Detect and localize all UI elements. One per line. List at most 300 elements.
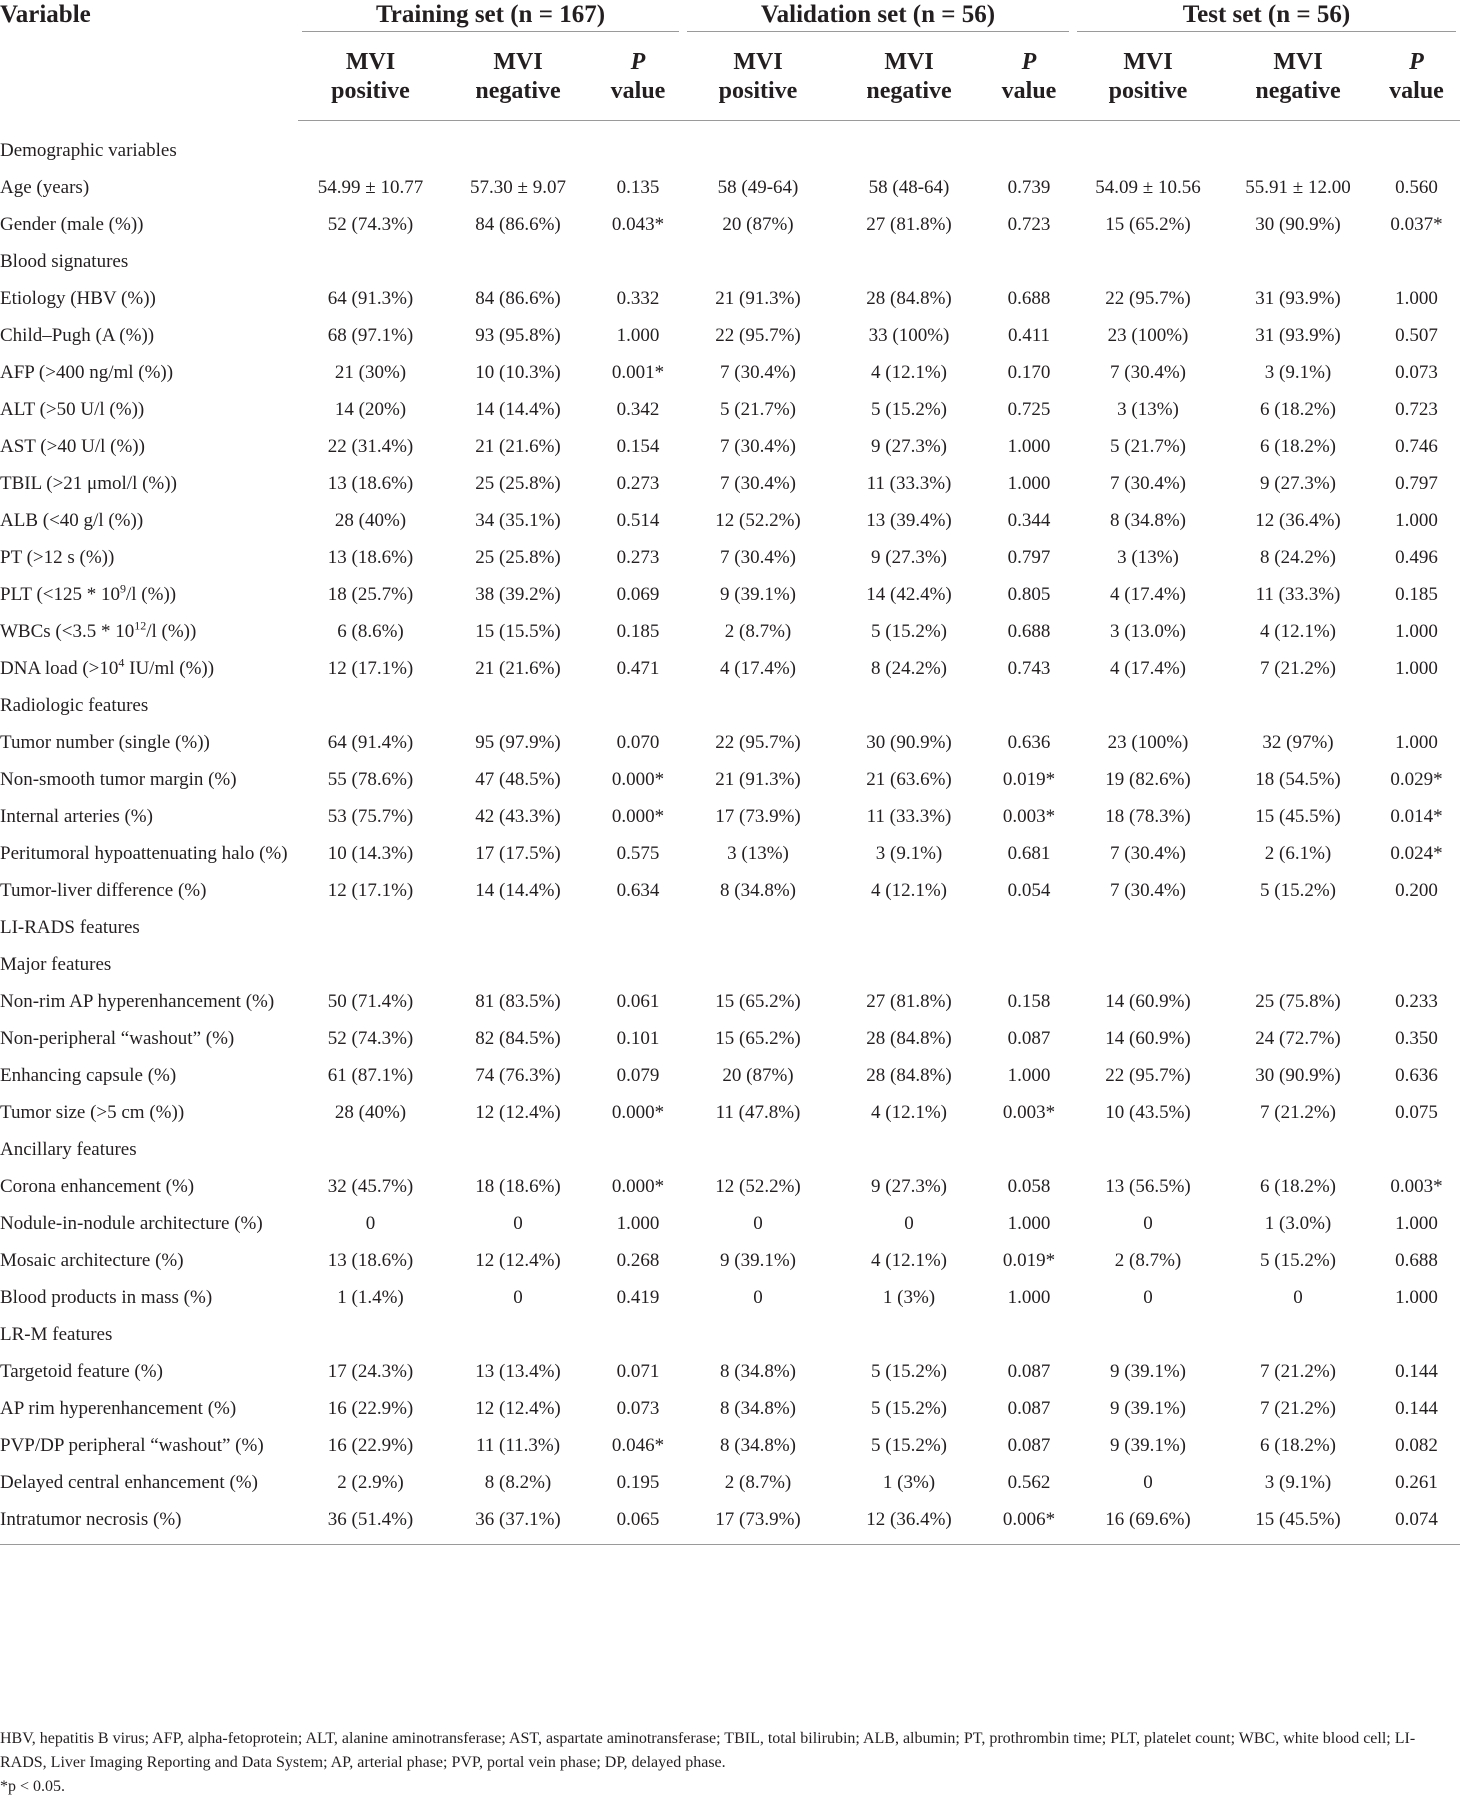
subheader-pos: MVI positive bbox=[683, 32, 833, 121]
subheader-p: P value bbox=[1373, 32, 1460, 121]
group-header-training: Training set (n = 167) bbox=[298, 0, 683, 32]
p-value-cell: 1.000 bbox=[1007, 1065, 1051, 1086]
p-value-cell: 0.562 bbox=[1007, 1472, 1051, 1493]
value-cell: 3 (9.1%) bbox=[1264, 362, 1332, 383]
value-cell: 13 (56.5%) bbox=[1105, 1176, 1191, 1197]
value-cell: 11 (33.3%) bbox=[866, 806, 952, 827]
value-cell: 1 (1.4%) bbox=[337, 1287, 404, 1308]
p-value-cell: 0.342 bbox=[616, 399, 660, 420]
p-value-cell: 0.087 bbox=[1007, 1398, 1051, 1419]
subheader-p: P value bbox=[985, 32, 1073, 121]
value-cell: 34 (35.1%) bbox=[475, 510, 561, 531]
section-row bbox=[0, 689, 1460, 726]
value-cell: 10 (43.5%) bbox=[1105, 1102, 1191, 1123]
row-label: AP rim hyperenhancement (%) bbox=[0, 1398, 237, 1419]
p-value-cell: 0.688 bbox=[1395, 1250, 1438, 1271]
value-cell: 0 bbox=[1143, 1287, 1153, 1308]
p-value-cell: 0.411 bbox=[1007, 325, 1051, 346]
row-label: Tumor size (>5 cm (%)) bbox=[0, 1102, 185, 1123]
value-cell: 12 (17.1%) bbox=[327, 658, 414, 679]
section-label: Blood signatures bbox=[0, 251, 129, 272]
footnote-significance: *p < 0.05. bbox=[0, 1778, 66, 1795]
p-value-cell: 0.268 bbox=[616, 1250, 660, 1271]
value-cell: 6 (8.6%) bbox=[337, 621, 404, 642]
value-cell: 0 bbox=[365, 1213, 376, 1234]
row-label: PVP/DP peripheral “washout” (%) bbox=[0, 1435, 264, 1456]
value-cell: 21 (91.3%) bbox=[715, 769, 801, 790]
p-value-cell: 0.185 bbox=[1395, 584, 1438, 605]
row-label: Internal arteries (%) bbox=[0, 806, 153, 827]
value-cell: 0 bbox=[513, 1287, 523, 1308]
p-value-cell: 0.019* bbox=[1002, 1250, 1056, 1271]
p-value-cell: 0.073 bbox=[1395, 362, 1438, 383]
value-cell: 5 (21.7%) bbox=[1110, 436, 1186, 457]
value-cell: 4 (12.1%) bbox=[871, 880, 947, 901]
table-row bbox=[0, 171, 1460, 208]
section-row bbox=[0, 1133, 1460, 1170]
value-cell: 33 (100%) bbox=[868, 325, 950, 346]
section-row bbox=[0, 121, 1460, 172]
p-value-cell: 1.000 bbox=[1395, 1287, 1438, 1308]
value-cell: 57.30 ± 9.07 bbox=[470, 177, 566, 198]
value-cell: 84 (86.6%) bbox=[475, 214, 561, 235]
table-row bbox=[0, 208, 1460, 245]
value-cell: 17 (73.9%) bbox=[683, 1503, 833, 1545]
value-cell: 24 (72.7%) bbox=[1255, 1028, 1341, 1049]
row-label: Gender (male (%)) bbox=[0, 214, 144, 235]
subheader-p: P value bbox=[593, 32, 683, 121]
value-cell: 13 (18.6%) bbox=[327, 1250, 414, 1271]
table-row bbox=[0, 726, 1460, 763]
p-value-cell: 0.746 bbox=[1395, 436, 1438, 457]
p-value-cell: 0.560 bbox=[1395, 177, 1438, 198]
value-cell: 28 (84.8%) bbox=[866, 288, 952, 309]
value-cell: 13 (13.4%) bbox=[475, 1361, 561, 1382]
variable-header: Variable bbox=[0, 1, 91, 28]
value-cell: 82 (84.5%) bbox=[475, 1028, 561, 1049]
value-cell: 18 (54.5%) bbox=[1255, 769, 1341, 790]
value-cell: 8 (34.8%) bbox=[1110, 510, 1186, 531]
p-value-cell: 0.046* bbox=[611, 1435, 665, 1456]
value-cell: 27 (81.8%) bbox=[866, 991, 952, 1012]
p-value-cell: 0.000* bbox=[611, 1176, 665, 1197]
p-value-cell: 0.507 bbox=[1395, 325, 1438, 346]
value-cell: 1 (3%) bbox=[882, 1287, 936, 1308]
value-cell: 64 (91.3%) bbox=[327, 288, 414, 309]
value-cell: 32 (97%) bbox=[1262, 732, 1334, 753]
p-value-cell: 0.014* bbox=[1390, 806, 1443, 827]
value-cell: 12 (36.4%) bbox=[1255, 510, 1341, 531]
section-row bbox=[0, 948, 1460, 985]
p-value-cell: 0.496 bbox=[1395, 547, 1438, 568]
p-value-cell: 0.514 bbox=[616, 510, 660, 531]
p-value-cell: 0.101 bbox=[616, 1028, 660, 1049]
value-cell: 7 (21.2%) bbox=[1260, 1361, 1336, 1382]
value-cell: 30 (90.9%) bbox=[1255, 1065, 1341, 1086]
value-cell: 5 (15.2%) bbox=[871, 621, 947, 642]
table-row bbox=[0, 1281, 1460, 1318]
p-value-cell: 1.000 bbox=[1395, 621, 1438, 642]
value-cell: 7 (21.2%) bbox=[1260, 658, 1336, 679]
value-cell: 36 (51.4%) bbox=[298, 1503, 443, 1545]
p-value-cell: 0.636 bbox=[1395, 1065, 1438, 1086]
value-cell: 9 (39.1%) bbox=[1110, 1398, 1186, 1419]
p-value-cell: 0.233 bbox=[1395, 991, 1438, 1012]
value-cell: 2 (8.7%) bbox=[1114, 1250, 1182, 1271]
p-value-cell: 0.000* bbox=[611, 806, 665, 827]
table-row bbox=[0, 1392, 1460, 1429]
value-cell: 16 (22.9%) bbox=[327, 1398, 414, 1419]
value-cell: 55 (78.6%) bbox=[327, 769, 414, 790]
row-label: PLT ($<125 * 10^9/l$ (%)) bbox=[0, 581, 177, 605]
p-value-cell: 0.185 bbox=[616, 621, 660, 642]
value-cell: 18 (78.3%) bbox=[1105, 806, 1191, 827]
value-cell: 0 bbox=[753, 1213, 763, 1234]
value-cell: 8 (34.8%) bbox=[720, 1398, 796, 1419]
value-cell: 3 (13%) bbox=[1117, 547, 1179, 568]
p-value-cell: 0.419 bbox=[616, 1287, 660, 1308]
value-cell: 28 (40%) bbox=[334, 1102, 407, 1123]
p-value-cell: 0.739 bbox=[1007, 177, 1051, 198]
value-cell: 52 (74.3%) bbox=[327, 1028, 414, 1049]
p-value-cell: 0.058 bbox=[1007, 1176, 1051, 1197]
value-cell: 2 (8.7%) bbox=[724, 621, 792, 642]
value-cell: 50 (71.4%) bbox=[327, 991, 414, 1012]
table-row bbox=[0, 874, 1460, 911]
value-cell: 21 (30%) bbox=[334, 362, 407, 383]
value-cell: 8 (8.2%) bbox=[484, 1472, 552, 1493]
value-cell: 12 (12.4%) bbox=[475, 1102, 561, 1123]
value-cell: 21 (63.6%) bbox=[866, 769, 952, 790]
value-cell: 7 (30.4%) bbox=[1110, 362, 1186, 383]
value-cell: 22 (95.7%) bbox=[1105, 1065, 1191, 1086]
value-cell: 21 (91.3%) bbox=[715, 288, 801, 309]
value-cell: 21 (21.6%) bbox=[475, 658, 561, 679]
value-cell: 58 (49-64) bbox=[717, 177, 799, 198]
p-value-cell: 0.144 bbox=[1395, 1398, 1438, 1419]
value-cell: 13 (18.6%) bbox=[327, 547, 414, 568]
table-row bbox=[0, 319, 1460, 356]
table-row bbox=[0, 1059, 1460, 1096]
row-label: ALT (>50 U/l (%)) bbox=[0, 399, 145, 420]
value-cell: 20 (87%) bbox=[722, 214, 794, 235]
value-cell: 64 (91.4%) bbox=[327, 732, 414, 753]
value-cell: 17 (17.5%) bbox=[475, 843, 561, 864]
footnote-abbreviations: HBV, hepatitis B virus; AFP, alpha-fetoprotein; ALT, alanine aminotransferase; AST, aspartate aminotransferase; TBIL, total bilirubin; ALB, albumin; PT, prothrombin time; PLT, platelet count; WBC, white blood cell; LI-RADS, Liver Imaging Reporting and Data System; AP, arterial phase; PVP, portal vein phase; DP, delayed phase. bbox=[0, 1730, 1416, 1771]
value-cell: 6 (18.2%) bbox=[1260, 1176, 1336, 1197]
value-cell: 7 (30.4%) bbox=[720, 547, 796, 568]
table-row bbox=[0, 763, 1460, 800]
row-label: Delayed central enhancement (%) bbox=[0, 1472, 258, 1493]
p-value-cell: 0.069 bbox=[616, 584, 660, 605]
value-cell: 7 (21.2%) bbox=[1260, 1102, 1336, 1123]
value-cell: 5 (15.2%) bbox=[871, 399, 947, 420]
section-row bbox=[0, 245, 1460, 282]
value-cell: 5 (15.2%) bbox=[871, 1361, 947, 1382]
table-row bbox=[0, 1429, 1460, 1466]
value-cell: 31 (93.9%) bbox=[1255, 325, 1341, 346]
value-cell: 9 (27.3%) bbox=[871, 1176, 947, 1197]
row-label: Non-peripheral “washout” (%) bbox=[0, 1028, 235, 1049]
p-value-cell: 0.636 bbox=[1007, 732, 1051, 753]
value-cell: 3 (9.1%) bbox=[1264, 1472, 1332, 1493]
value-cell: 14 (20%) bbox=[334, 399, 407, 420]
value-cell: 23 (100%) bbox=[1107, 732, 1189, 753]
p-value-cell: 1.000 bbox=[1395, 510, 1438, 531]
value-cell: 15 (45.5%) bbox=[1223, 1503, 1373, 1545]
value-cell: 7 (30.4%) bbox=[720, 436, 796, 457]
section-label: Major features bbox=[0, 954, 112, 975]
p-value-cell: 0.135 bbox=[616, 177, 660, 198]
value-cell: 12 (52.2%) bbox=[715, 510, 801, 531]
row-label: Targetoid feature (%) bbox=[0, 1361, 163, 1382]
p-value-cell: 0.000* bbox=[611, 769, 665, 790]
value-cell: 12 (17.1%) bbox=[327, 880, 414, 901]
subheader-neg: MVI negative bbox=[443, 32, 593, 121]
value-cell: 12 (52.2%) bbox=[715, 1176, 801, 1197]
value-cell: 4 (12.1%) bbox=[871, 1250, 947, 1271]
p-value-cell: 0.003* bbox=[1002, 1102, 1056, 1123]
value-cell: 7 (30.4%) bbox=[1110, 473, 1186, 494]
value-cell: 7 (30.4%) bbox=[720, 473, 796, 494]
value-cell: 14 (14.4%) bbox=[475, 880, 561, 901]
value-cell: 2 (8.7%) bbox=[724, 1472, 792, 1493]
value-cell: 6 (18.2%) bbox=[1260, 399, 1336, 420]
section-label: LI-RADS features bbox=[0, 917, 140, 938]
value-cell: 4 (12.1%) bbox=[871, 362, 947, 383]
p-value-cell: 0.000* bbox=[611, 1102, 665, 1123]
value-cell: 15 (45.5%) bbox=[1255, 806, 1341, 827]
table-row bbox=[0, 985, 1460, 1022]
value-cell: 5 (21.7%) bbox=[720, 399, 796, 420]
table-row bbox=[0, 1096, 1460, 1133]
value-cell: 4 (17.4%) bbox=[1110, 658, 1186, 679]
value-cell: 27 (81.8%) bbox=[866, 214, 952, 235]
p-value-cell: 0.061 bbox=[616, 991, 660, 1012]
value-cell: 93 (95.8%) bbox=[475, 325, 561, 346]
value-cell: 0 bbox=[753, 1287, 763, 1308]
p-value-cell: 0.723 bbox=[1395, 399, 1438, 420]
value-cell: 5 (15.2%) bbox=[871, 1435, 947, 1456]
section-row bbox=[0, 911, 1460, 948]
row-label: Non-rim AP hyperenhancement (%) bbox=[0, 991, 275, 1012]
p-value-cell: 1.000 bbox=[1007, 1213, 1051, 1234]
p-value-cell: 0.170 bbox=[1007, 362, 1051, 383]
p-value-cell: 0.273 bbox=[616, 547, 660, 568]
value-cell: 28 (84.8%) bbox=[866, 1028, 952, 1049]
value-cell: 9 (39.1%) bbox=[720, 1250, 796, 1271]
value-cell: 3 (13%) bbox=[1117, 399, 1179, 420]
p-value-cell: 0.273 bbox=[616, 473, 660, 494]
value-cell: 95 (97.9%) bbox=[475, 732, 561, 753]
value-cell: 8 (34.8%) bbox=[720, 880, 796, 901]
value-cell: 32 (45.7%) bbox=[327, 1176, 414, 1197]
value-cell: 19 (82.6%) bbox=[1105, 769, 1191, 790]
p-value-cell: 1.000 bbox=[1007, 436, 1051, 457]
value-cell: 20 (87%) bbox=[722, 1065, 794, 1086]
p-value-cell: 1.000 bbox=[1007, 473, 1051, 494]
row-label: DNA load ($>10^4$ IU/ml (%)) bbox=[0, 655, 215, 679]
value-cell: 30 (90.9%) bbox=[1255, 214, 1341, 235]
value-cell: 7 (21.2%) bbox=[1260, 1398, 1336, 1419]
value-cell: 12 (12.4%) bbox=[475, 1250, 561, 1271]
row-label: Tumor-liver difference (%) bbox=[0, 880, 207, 901]
table-row bbox=[0, 1022, 1460, 1059]
value-cell: 14 (60.9%) bbox=[1105, 1028, 1191, 1049]
p-value-cell: 0.681 bbox=[1007, 843, 1051, 864]
p-value-cell: 0.154 bbox=[616, 436, 660, 457]
p-value-cell: 0.037* bbox=[1390, 214, 1443, 235]
p-value-cell: 0.158 bbox=[1007, 991, 1051, 1012]
value-cell: 0 bbox=[513, 1213, 523, 1234]
table-row bbox=[0, 504, 1460, 541]
value-cell: 55.91 ± 12.00 bbox=[1245, 177, 1351, 198]
table-row bbox=[0, 837, 1460, 874]
value-cell: 7 (30.4%) bbox=[1110, 843, 1186, 864]
row-label: Intratumor necrosis (%) bbox=[0, 1503, 298, 1545]
value-cell: 0 bbox=[1143, 1472, 1153, 1493]
row-label: Mosaic architecture (%) bbox=[0, 1250, 184, 1271]
value-cell: 0 bbox=[1143, 1213, 1153, 1234]
p-value-cell: 0.805 bbox=[1007, 584, 1051, 605]
value-cell: 15 (15.5%) bbox=[475, 621, 561, 642]
value-cell: 0 bbox=[1293, 1287, 1303, 1308]
table-row bbox=[0, 1466, 1460, 1503]
row-label: Etiology (HBV (%)) bbox=[0, 288, 156, 309]
table-row bbox=[0, 1170, 1460, 1207]
row-label: Peritumoral hypoattenuating halo (%) bbox=[0, 843, 288, 864]
value-cell: 6 (18.2%) bbox=[1260, 436, 1336, 457]
value-cell: 9 (27.3%) bbox=[871, 547, 947, 568]
value-cell: 11 (33.3%) bbox=[866, 473, 952, 494]
row-label: Non-smooth tumor margin (%) bbox=[0, 769, 237, 790]
value-cell: 2 (6.1%) bbox=[1264, 843, 1332, 864]
p-value-cell: 0.261 bbox=[1395, 1472, 1438, 1493]
p-value-cell: 0.003* bbox=[1390, 1176, 1443, 1197]
p-value-cell: 0.634 bbox=[616, 880, 660, 901]
value-cell: 11 (33.3%) bbox=[1255, 584, 1341, 605]
p-value-cell: 0.073 bbox=[616, 1398, 660, 1419]
p-value-cell: 0.087 bbox=[1007, 1361, 1051, 1382]
value-cell: 9 (27.3%) bbox=[1260, 473, 1336, 494]
p-value-cell: 0.144 bbox=[1395, 1361, 1438, 1382]
value-cell: 9 (39.1%) bbox=[1110, 1435, 1186, 1456]
value-cell: 74 (76.3%) bbox=[475, 1065, 561, 1086]
value-cell: 13 (39.4%) bbox=[866, 510, 952, 531]
value-cell: 15 (65.2%) bbox=[715, 1028, 801, 1049]
value-cell: 22 (95.7%) bbox=[1105, 288, 1191, 309]
value-cell: 3 (13.0%) bbox=[1110, 621, 1186, 642]
value-cell: 11 (11.3%) bbox=[475, 1435, 561, 1456]
value-cell: 7 (30.4%) bbox=[720, 362, 796, 383]
value-cell: 52 (74.3%) bbox=[327, 214, 414, 235]
value-cell: 36 (37.1%) bbox=[443, 1503, 593, 1545]
value-cell: 28 (84.8%) bbox=[866, 1065, 952, 1086]
p-value-cell: 0.688 bbox=[1007, 288, 1051, 309]
p-value-cell: 0.350 bbox=[1395, 1028, 1438, 1049]
table-row bbox=[0, 430, 1460, 467]
value-cell: 8 (24.2%) bbox=[1260, 547, 1336, 568]
row-label: AFP (>400 ng/ml (%)) bbox=[0, 362, 174, 383]
row-label: Nodule-in-nodule architecture (%) bbox=[0, 1213, 263, 1234]
value-cell: 4 (12.1%) bbox=[1260, 621, 1336, 642]
value-cell: 10 (10.3%) bbox=[475, 362, 561, 383]
row-label: ALB (<40 g/l (%)) bbox=[0, 510, 144, 531]
value-cell: 1 (3%) bbox=[882, 1472, 936, 1493]
table-row bbox=[0, 800, 1460, 837]
value-cell: 12 (36.4%) bbox=[833, 1503, 985, 1545]
p-value-cell: 0.070 bbox=[616, 732, 660, 753]
p-value-cell: 0.074 bbox=[1373, 1503, 1460, 1545]
group-header-test: Test set (n = 56) bbox=[1073, 0, 1460, 32]
value-cell: 25 (25.8%) bbox=[475, 547, 561, 568]
value-cell: 11 (47.8%) bbox=[715, 1102, 801, 1123]
value-cell: 31 (93.9%) bbox=[1255, 288, 1341, 309]
value-cell: 4 (17.4%) bbox=[720, 658, 796, 679]
p-value-cell: 0.065 bbox=[593, 1503, 683, 1545]
value-cell: 15 (65.2%) bbox=[715, 991, 801, 1012]
row-label: TBIL (>21 μmol/l (%)) bbox=[0, 473, 177, 494]
p-value-cell: 0.082 bbox=[1395, 1435, 1438, 1456]
value-cell: 22 (95.7%) bbox=[715, 325, 801, 346]
value-cell: 42 (43.3%) bbox=[475, 806, 561, 827]
table-row bbox=[0, 1244, 1460, 1281]
value-cell: 8 (34.8%) bbox=[720, 1435, 796, 1456]
value-cell: 30 (90.9%) bbox=[866, 732, 952, 753]
value-cell: 18 (25.7%) bbox=[327, 584, 414, 605]
value-cell: 7 (30.4%) bbox=[1110, 880, 1186, 901]
p-value-cell: 1.000 bbox=[1395, 288, 1438, 309]
p-value-cell: 0.797 bbox=[1007, 547, 1051, 568]
value-cell: 84 (86.6%) bbox=[475, 288, 561, 309]
table-row bbox=[0, 1207, 1460, 1244]
section-label: Radiologic features bbox=[0, 695, 149, 716]
p-value-cell: 0.575 bbox=[616, 843, 660, 864]
p-value-cell: 1.000 bbox=[616, 1213, 660, 1234]
table-row bbox=[0, 356, 1460, 393]
p-value-cell: 0.043* bbox=[611, 214, 665, 235]
p-value-cell: 0.344 bbox=[1007, 510, 1051, 531]
table-row bbox=[0, 393, 1460, 430]
value-cell: 58 (48-64) bbox=[868, 177, 950, 198]
value-cell: 25 (25.8%) bbox=[475, 473, 561, 494]
subheader-neg: MVI negative bbox=[833, 32, 985, 121]
p-value-cell: 0.332 bbox=[616, 288, 660, 309]
value-cell: 14 (42.4%) bbox=[866, 584, 952, 605]
p-value-cell: 0.029* bbox=[1390, 769, 1443, 790]
value-cell: 68 (97.1%) bbox=[327, 325, 414, 346]
value-cell: 14 (14.4%) bbox=[475, 399, 561, 420]
section-label: LR-M features bbox=[0, 1324, 113, 1345]
value-cell: 5 (15.2%) bbox=[1260, 880, 1336, 901]
p-value-cell: 0.087 bbox=[1007, 1028, 1051, 1049]
table-row bbox=[0, 615, 1460, 652]
section-row bbox=[0, 1318, 1460, 1355]
value-cell: 17 (24.3%) bbox=[327, 1361, 414, 1382]
value-cell: 13 (18.6%) bbox=[327, 473, 414, 494]
p-value-cell: 0.471 bbox=[616, 658, 660, 679]
value-cell: 22 (95.7%) bbox=[715, 732, 801, 753]
p-value-cell: 0.054 bbox=[1007, 880, 1051, 901]
value-cell: 2 (2.9%) bbox=[337, 1472, 404, 1493]
value-cell: 12 (12.4%) bbox=[475, 1398, 561, 1419]
value-cell: 18 (18.6%) bbox=[475, 1176, 561, 1197]
value-cell: 4 (12.1%) bbox=[871, 1102, 947, 1123]
value-cell: 4 (17.4%) bbox=[1110, 584, 1186, 605]
p-value-cell: 0.075 bbox=[1395, 1102, 1438, 1123]
value-cell: 21 (21.6%) bbox=[475, 436, 561, 457]
row-label: PT (>12 s (%)) bbox=[0, 547, 115, 568]
